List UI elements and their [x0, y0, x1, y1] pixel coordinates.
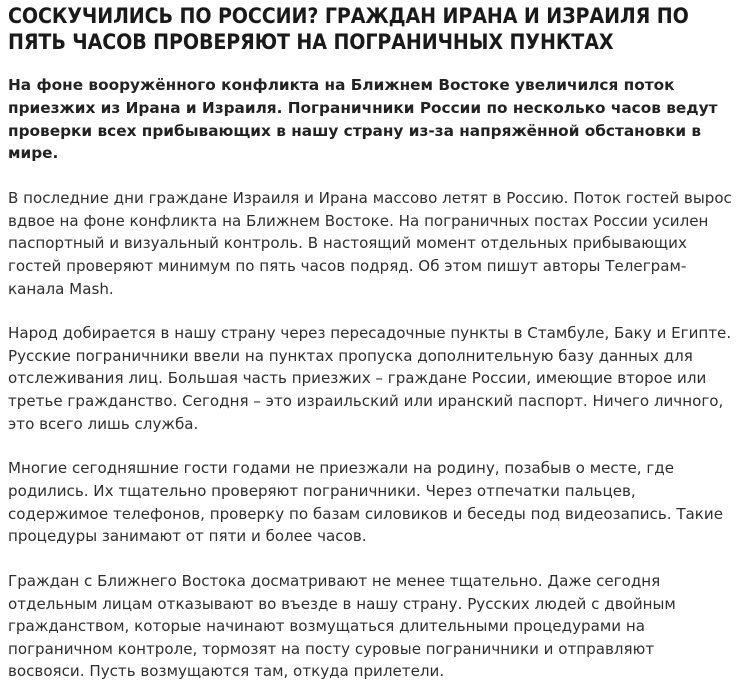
- article-paragraph: Многие сегодняшние гости годами не приезжали на родину, позабыв о месте, где родились. Их тщательно проверяют пограничники. Через отпечатки пальцев, содержимое телефонов, проверку по базам силовиков и беседы под видеозапись. Такие процедуры занимают от пяти и более часов.: [8, 459, 724, 546]
- article-paragraph: Народ добирается в нашу страну через пересадочные пункты в Стамбуле, Баку и Египте. Русские пограничники ввели на пунктах пропуска дополнительную базу данных для отслеживания лиц. Большая часть приезжих – граждане России, имеющие второе или третье гражданство. Сегодня – это израильский или иранский паспорт. Ничего личного, это всего лишь служба.: [8, 324, 732, 433]
- article-paragraph: Граждан с Ближнего Востока досматривают не менее тщательно. Даже сегодня отдельным лицам отказывают во въезде в нашу страну. Русских людей с двойным гражданством, которые начинают возмущаться длительными процедурами на пограничном контроле, тормозят на посту суровые пограничники и отправляют восвояси. Пусть возмущаются там, откуда прилетели.: [8, 571, 676, 681]
- article-paragraph: В последние дни граждане Израиля и Ирана массово летят в Россию. Поток гостей вырос вдвое на фоне конфликта на Ближнем Востоке. На пограничных постах России усилен паспортный и визуальный контроль. В настоящий момент отдельных прибывающих гостей проверяют минимум по пять часов подряд. Об этом пишут авторы Телеграм-канала Mash.: [8, 188, 732, 298]
- article-lead: На фоне вооружённого конфликта на Ближнем Востоке увеличился поток приезжих из Ирана и Израиля. Пограничники России по несколько часов ведут проверки всех прибывающих в нашу страну из-за напряжённой обстановки в мире.: [8, 76, 718, 163]
- page-title: СОСКУЧИЛИСЬ ПО РОССИИ? ГРАЖДАН ИРАНА И ИЗРАИЛЯ ПО ПЯТЬ ЧАСОВ ПРОВЕРЯЮТ НА ПОГРАНИЧНЫХ ПУНКТАХ: [8, 4, 689, 56]
